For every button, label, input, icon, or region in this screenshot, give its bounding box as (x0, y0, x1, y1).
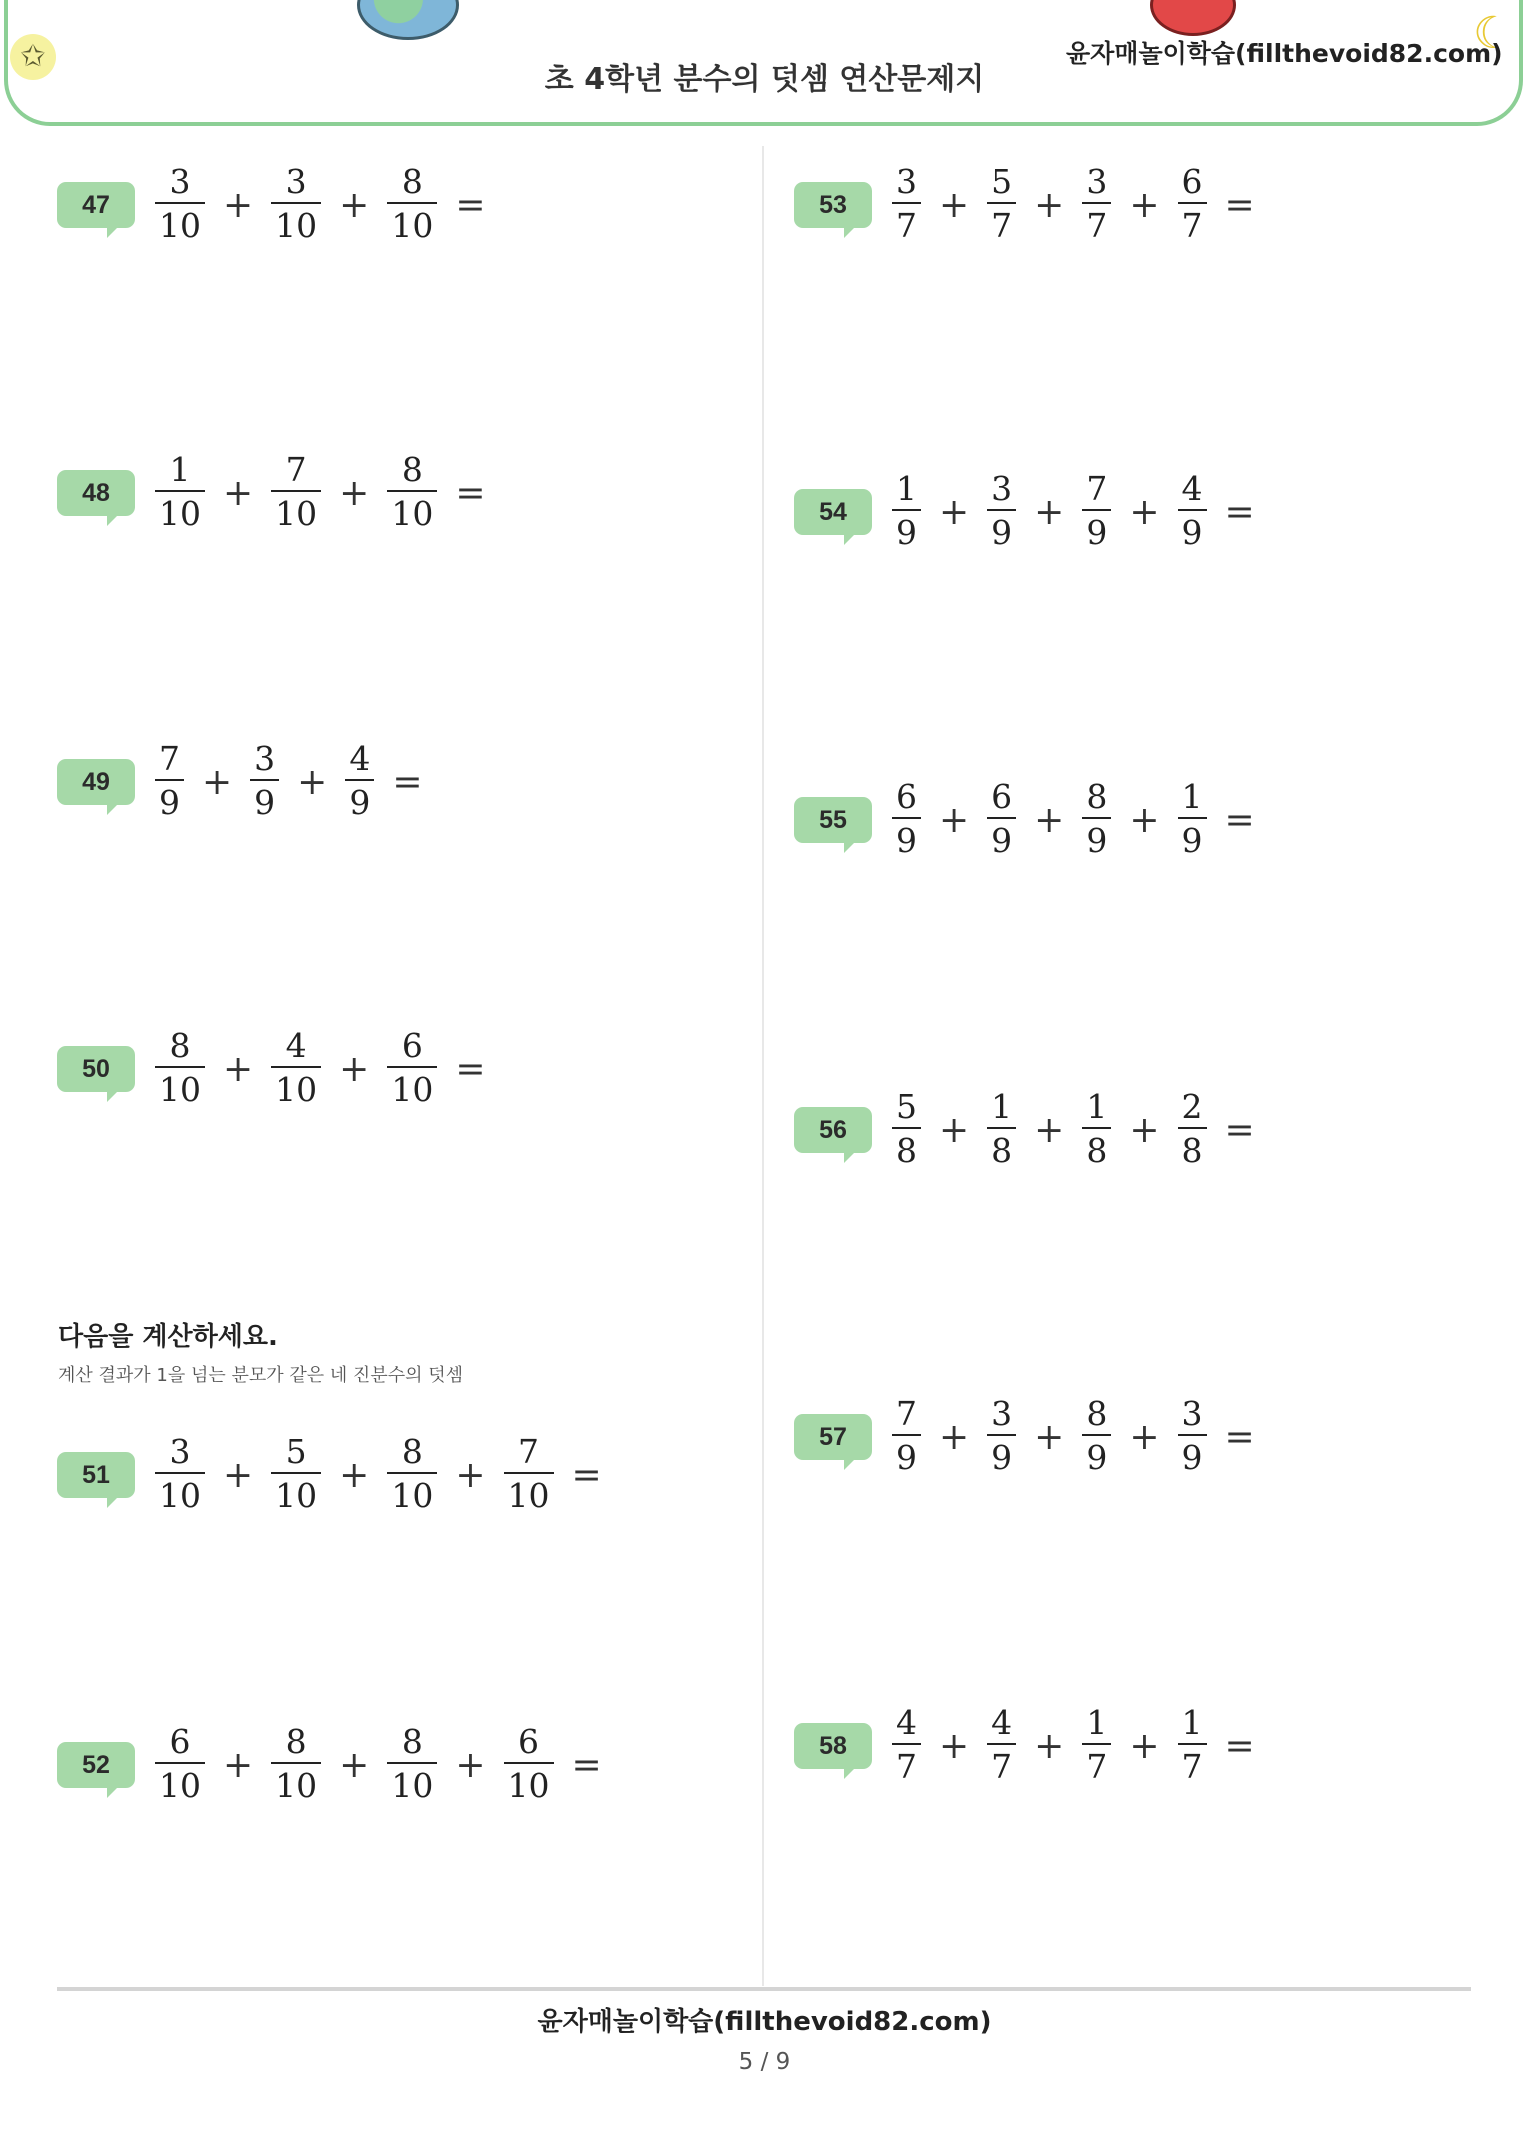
fraction-expression (888, 469, 1269, 555)
denominator: 9 (991, 821, 1013, 860)
plus-sign: + (339, 184, 370, 226)
plus-sign: + (939, 184, 970, 226)
denominator: 10 (159, 1766, 201, 1805)
denominator: 9 (1086, 513, 1108, 552)
problem-number-badge: 55 (794, 797, 872, 843)
equals-sign: = (571, 1454, 602, 1496)
numerator: 1 (169, 450, 191, 489)
numerator: 2 (1181, 1087, 1203, 1126)
plus-sign: + (1129, 491, 1160, 533)
plus-sign: + (339, 1048, 370, 1090)
plus-sign: + (339, 472, 370, 514)
equals-sign: = (1224, 491, 1255, 533)
problem-49 (57, 737, 437, 827)
fraction (341, 739, 378, 825)
problem-47 (57, 160, 500, 250)
denominator: 7 (991, 1747, 1013, 1786)
denominator: 7 (1181, 206, 1203, 245)
fraction (383, 1432, 441, 1518)
plus-sign: + (939, 1725, 970, 1767)
fraction (983, 1087, 1020, 1173)
fraction (1078, 469, 1115, 555)
numerator: 3 (1086, 162, 1108, 201)
footer-divider (57, 1987, 1471, 1991)
equals-sign: = (571, 1744, 602, 1786)
plus-sign: + (223, 472, 254, 514)
denominator: 10 (275, 1766, 318, 1805)
denominator: 7 (896, 1747, 917, 1786)
fraction (151, 1722, 209, 1808)
numerator: 1 (1181, 777, 1203, 816)
section-subtitle: 계산 결과가 1을 넘는 분모가 같은 네 진분수의 덧셈 (58, 1365, 463, 1386)
numerator: 4 (349, 739, 371, 778)
fraction (1174, 162, 1211, 248)
fraction-expression (151, 450, 500, 536)
denominator: 9 (991, 1438, 1013, 1477)
equals-sign: = (1224, 1416, 1255, 1458)
numerator: 6 (401, 1026, 423, 1065)
plus-sign: + (1129, 1725, 1160, 1767)
problem-number-badge: 57 (794, 1414, 872, 1460)
problem-number-badge: 56 (794, 1107, 872, 1153)
plus-sign: + (223, 1454, 254, 1496)
problem-number-badge: 50 (57, 1046, 135, 1092)
numerator: 5 (896, 1087, 917, 1126)
equals-sign: = (1224, 184, 1255, 226)
denominator: 7 (896, 206, 917, 245)
fraction-expression (888, 1703, 1269, 1789)
fraction-expression (888, 1087, 1269, 1173)
plus-sign: + (202, 761, 233, 803)
problem-51 (57, 1430, 616, 1520)
fraction (267, 1722, 325, 1808)
equals-sign: = (1224, 799, 1255, 841)
plus-sign: + (939, 1416, 970, 1458)
numerator: 8 (401, 1432, 423, 1471)
fraction (383, 1722, 441, 1808)
fraction (983, 162, 1020, 248)
equals-sign: = (392, 761, 423, 803)
plus-sign: + (223, 184, 254, 226)
denominator: 10 (507, 1766, 550, 1805)
denominator: 9 (896, 1438, 917, 1477)
plus-sign: + (1034, 1725, 1065, 1767)
fraction (151, 162, 209, 248)
denominator: 10 (275, 206, 318, 245)
numerator: 5 (991, 162, 1013, 201)
equals-sign: = (1224, 1109, 1255, 1151)
fraction-expression (151, 162, 500, 248)
numerator: 7 (159, 739, 180, 778)
denominator: 10 (159, 494, 201, 533)
numerator: 8 (401, 450, 423, 489)
problem-57 (794, 1392, 1269, 1482)
denominator: 10 (159, 206, 201, 245)
problem-number-badge: 53 (794, 182, 872, 228)
fraction-expression (151, 1026, 500, 1112)
problem-number-badge: 47 (57, 182, 135, 228)
problem-54 (794, 467, 1269, 557)
plus-sign: + (1129, 1416, 1160, 1458)
denominator: 7 (1086, 206, 1108, 245)
fraction (1174, 469, 1211, 555)
denominator: 9 (349, 783, 371, 822)
fraction (888, 469, 925, 555)
fraction (1078, 162, 1115, 248)
fraction (267, 162, 325, 248)
denominator: 10 (391, 494, 434, 533)
denominator: 10 (391, 1766, 434, 1805)
plus-sign: + (1034, 799, 1065, 841)
fraction (983, 1394, 1020, 1480)
problem-56 (794, 1085, 1269, 1175)
denominator: 10 (391, 1070, 434, 1109)
plus-sign: + (1129, 799, 1160, 841)
plus-sign: + (1129, 1109, 1160, 1151)
denominator: 10 (391, 206, 434, 245)
numerator: 6 (518, 1722, 540, 1761)
numerator: 1 (896, 469, 917, 508)
denominator: 8 (896, 1131, 917, 1170)
fraction (151, 450, 209, 536)
fraction (888, 162, 925, 248)
fraction (267, 450, 325, 536)
denominator: 7 (1086, 1747, 1108, 1786)
denominator: 10 (275, 1476, 318, 1515)
moon-icon: ☾ (1473, 8, 1513, 59)
fraction (983, 777, 1020, 863)
plus-sign: + (297, 761, 328, 803)
numerator: 7 (1086, 469, 1108, 508)
fraction (983, 1703, 1020, 1789)
fraction (383, 450, 441, 536)
fraction (1174, 777, 1211, 863)
denominator: 9 (1181, 821, 1203, 860)
problem-50 (57, 1024, 500, 1114)
plus-sign: + (339, 1744, 370, 1786)
numerator: 3 (991, 1394, 1013, 1433)
denominator: 7 (1181, 1747, 1203, 1786)
fraction (267, 1432, 325, 1518)
numerator: 8 (401, 162, 423, 201)
denominator: 8 (1086, 1131, 1108, 1170)
fraction (888, 777, 925, 863)
page-number: 5 / 9 (738, 2049, 791, 2075)
numerator: 3 (285, 162, 307, 201)
numerator: 7 (896, 1394, 917, 1433)
problem-number-badge: 49 (57, 759, 135, 805)
plus-sign: + (1129, 184, 1160, 226)
problem-48 (57, 448, 500, 538)
numerator: 8 (285, 1722, 307, 1761)
numerator: 6 (1181, 162, 1203, 201)
plus-sign: + (939, 1109, 970, 1151)
equals-sign: = (455, 184, 486, 226)
column-divider (762, 146, 764, 1986)
fraction (1174, 1087, 1211, 1173)
numerator: 3 (169, 1432, 191, 1471)
fraction (151, 1026, 209, 1112)
denominator: 9 (896, 513, 917, 552)
denominator: 10 (507, 1476, 550, 1515)
fraction (888, 1703, 925, 1789)
fraction (888, 1394, 925, 1480)
problem-number-badge: 54 (794, 489, 872, 535)
footer-brand: 윤자매놀이학습(fillthevoid82.com) (537, 2007, 992, 2037)
fraction (267, 1026, 325, 1112)
denominator: 10 (275, 1070, 318, 1109)
equals-sign: = (455, 1048, 486, 1090)
denominator: 10 (391, 1476, 434, 1515)
numerator: 1 (1086, 1087, 1108, 1126)
numerator: 1 (1181, 1703, 1203, 1742)
denominator: 9 (1181, 1438, 1203, 1477)
plus-sign: + (1034, 491, 1065, 533)
numerator: 3 (169, 162, 191, 201)
fraction-expression (888, 777, 1269, 863)
equals-sign: = (1224, 1725, 1255, 1767)
numerator: 1 (991, 1087, 1013, 1126)
fraction-expression (888, 1394, 1269, 1480)
problem-55 (794, 775, 1269, 865)
denominator: 9 (1086, 1438, 1108, 1477)
brand-header: 윤자매놀이학습(fillthevoid82.com) (1066, 39, 1503, 68)
numerator: 1 (1086, 1703, 1108, 1742)
numerator: 3 (254, 739, 276, 778)
fraction (151, 1432, 209, 1518)
fraction-expression (888, 162, 1269, 248)
numerator: 7 (285, 450, 307, 489)
denominator: 10 (159, 1070, 201, 1109)
numerator: 3 (991, 469, 1013, 508)
denominator: 10 (159, 1476, 201, 1515)
numerator: 8 (401, 1722, 423, 1761)
numerator: 8 (1086, 777, 1108, 816)
denominator: 8 (991, 1131, 1013, 1170)
fraction-expression (151, 739, 437, 825)
plus-sign: + (1034, 1109, 1065, 1151)
plus-sign: + (1034, 1416, 1065, 1458)
numerator: 8 (1086, 1394, 1108, 1433)
fraction-expression (151, 1432, 616, 1518)
numerator: 7 (518, 1432, 540, 1471)
plus-sign: + (223, 1744, 254, 1786)
numerator: 3 (1181, 1394, 1203, 1433)
problem-53 (794, 160, 1269, 250)
problem-52 (57, 1720, 616, 1810)
problem-number-badge: 52 (57, 1742, 135, 1788)
numerator: 4 (896, 1703, 917, 1742)
numerator: 6 (991, 777, 1013, 816)
denominator: 9 (1181, 513, 1203, 552)
problem-number-badge: 51 (57, 1452, 135, 1498)
denominator: 8 (1181, 1131, 1203, 1170)
problem-number-badge: 48 (57, 470, 135, 516)
plus-sign: + (1034, 184, 1065, 226)
plus-sign: + (455, 1744, 486, 1786)
section-title: 다음을 계산하세요. (58, 1322, 278, 1352)
plus-sign: + (223, 1048, 254, 1090)
numerator: 5 (285, 1432, 307, 1471)
denominator: 10 (275, 494, 318, 533)
fraction (151, 739, 188, 825)
denominator: 9 (1086, 821, 1108, 860)
fraction (1078, 1703, 1115, 1789)
plus-sign: + (939, 491, 970, 533)
page-title: 초 4학년 분수의 덧셈 연산문제지 (544, 62, 985, 97)
equals-sign: = (455, 472, 486, 514)
fraction-expression (151, 1722, 616, 1808)
plus-sign: + (939, 799, 970, 841)
fraction (1078, 1087, 1115, 1173)
numerator: 6 (896, 777, 917, 816)
denominator: 9 (991, 513, 1013, 552)
denominator: 9 (254, 783, 276, 822)
fraction (500, 1722, 558, 1808)
fraction (1078, 1394, 1115, 1480)
numerator: 8 (169, 1026, 191, 1065)
fraction (383, 162, 441, 248)
fraction (983, 469, 1020, 555)
fraction (500, 1432, 558, 1518)
fraction (888, 1087, 925, 1173)
fraction (1078, 777, 1115, 863)
fraction (246, 739, 283, 825)
denominator: 7 (991, 206, 1013, 245)
plus-sign: + (455, 1454, 486, 1496)
denominator: 9 (896, 821, 917, 860)
problem-number-badge: 58 (794, 1723, 872, 1769)
fraction (1174, 1394, 1211, 1480)
numerator: 4 (991, 1703, 1013, 1742)
problem-58 (794, 1701, 1269, 1791)
numerator: 6 (169, 1722, 191, 1761)
numerator: 4 (285, 1026, 307, 1065)
numerator: 4 (1181, 469, 1203, 508)
numerator: 3 (896, 162, 917, 201)
fraction (383, 1026, 441, 1112)
fraction (1174, 1703, 1211, 1789)
star-icon: ✩ (10, 34, 56, 80)
plus-sign: + (339, 1454, 370, 1496)
denominator: 9 (159, 783, 180, 822)
